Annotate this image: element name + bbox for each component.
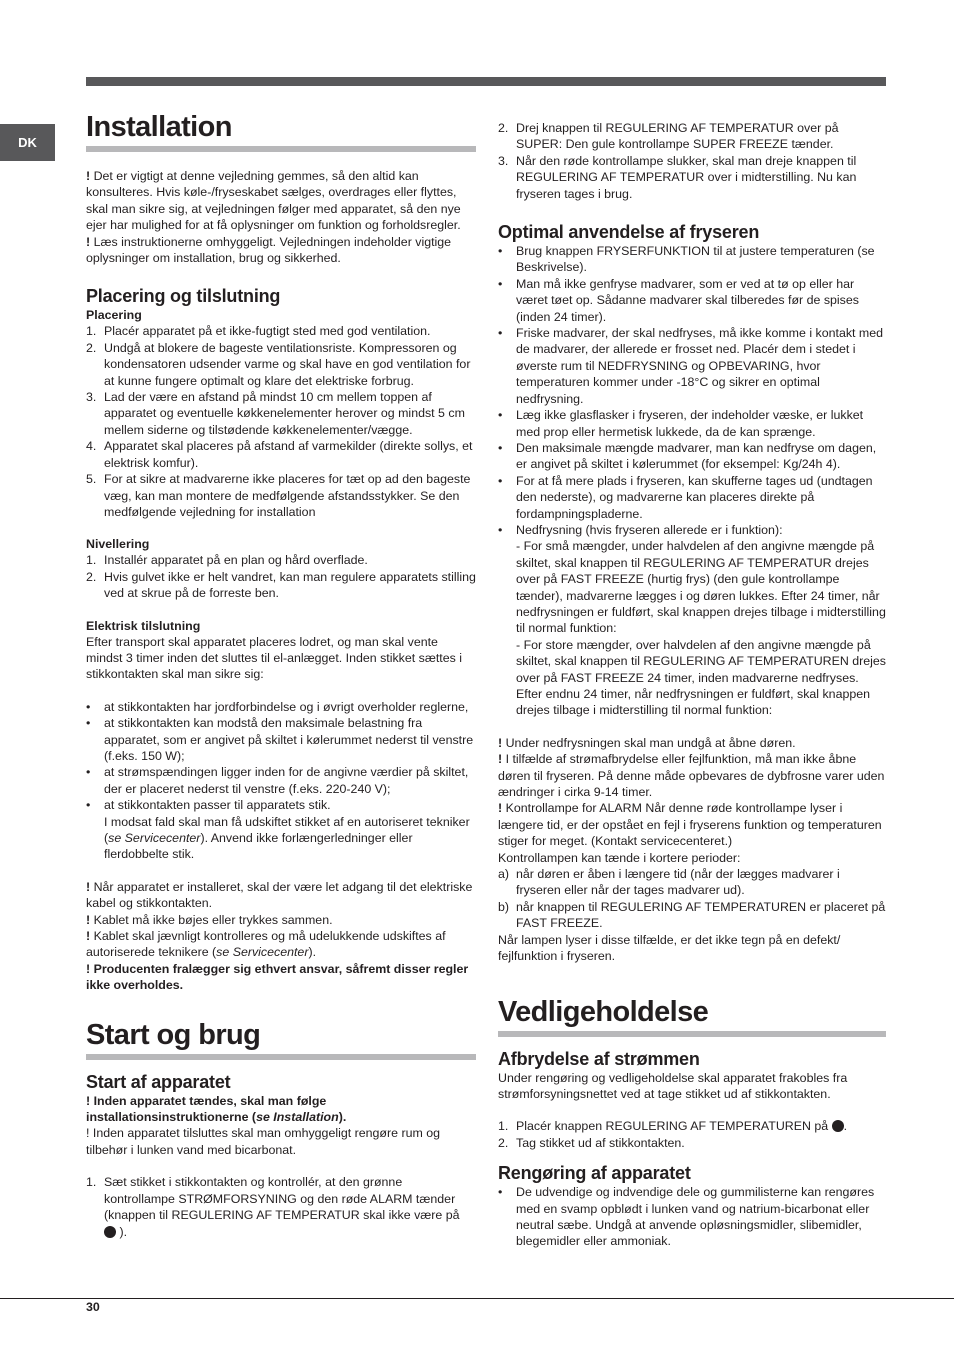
language-tab: DK bbox=[0, 124, 55, 161]
freeze-note-2: ! I tilfælde af strømafbrydelse eller fejlfunktion, må man ikke åbne døren til fryseren. På denne måde opbevares de dybfrosne varer uden ændringer i cirka 9-14 timer. bbox=[498, 752, 885, 800]
left-column bbox=[86, 110, 476, 1240]
intro-paragraph-2: ! Læs instruktionerne omhyggeligt. Vejledningen indeholder vigtige oplysninger om installation, brug og sikkerhed. bbox=[86, 234, 452, 266]
rengoring-bullets bbox=[498, 1184, 886, 1250]
list-item: • De udvendige og indvendige dele og gummilisterne kan rengøres med en svamp opblødt i lunken vand og natrium-bicarbonat eller neutral sæbe. Undgå at anvende opløsningsmidler, slibemidler, blegemidler eller ammoniak. bbox=[498, 1185, 875, 1249]
list-item: • Brug knappen FRYSERFUNKTION til at justere temperaturen (se Beskrivelse). bbox=[498, 244, 875, 275]
list-item: 1. Installér apparatet på en plan og hård overflade. bbox=[86, 553, 368, 568]
afbrydelse-heading: Afbrydelse af strømmen bbox=[498, 1048, 700, 1069]
list-item: 4. Apparatet skal placeres på afstand af varmekilder (direkte sollys, et elektrisk komfur). bbox=[86, 439, 473, 470]
list-item: 2. Tag stikket ud af stikkontakten. bbox=[498, 1135, 685, 1150]
elektrisk-bullets bbox=[86, 699, 476, 863]
list-item: 2. Undgå at blokere de bageste ventilationsriste. Kompressoren og kondensatoren udsender varme og skal have en god ventilation for at kunne fungere optimalt og klare det elektriske forbrug. bbox=[86, 340, 471, 388]
list-item: • Nedfrysning (hvis fryseren allerede er i funktion): - For små mængder, under halvdelen af den angivne mængde på skiltet, skal knappen til REGULERING AF TEMPERATUR drejes over på FAST FREEZE (hurtig frys) (den gule kontrollampe tænder), madvarerne lægges i og døren lukkes. Efter 24 timer, når nedfrysningen er fuldført, skal knappen drejes tilbage i midterstilling til normal funktion: - For store mængder, over halvdelen af den angivne mængde på skiltet, skal knappen til REGULERING AF TEMPERATUREN drejes over på FAST FREEZE 24 timer, inden madvarerne nedfryses. Efter endnu 24 timer, når nedfrysningen er fuldført, skal knappen drejes tilbage i midterstilling til normal funktion: bbox=[498, 522, 886, 718]
note-2: ! Kablet må ikke bøjes eller trykkes sammen. bbox=[86, 912, 333, 927]
placering-list bbox=[86, 323, 476, 520]
elektrisk-subheading: Elektrisk tilslutning bbox=[86, 618, 201, 633]
list-item: a) når døren er åben i længere tid (når der lægges madvarer i fryseren eller når der tages madvarer ud). bbox=[498, 867, 840, 898]
vedligeholdelse-title: Vedligeholdelse bbox=[498, 995, 886, 1037]
list-item: • Friske madvarer, der skal nedfryses, må ikke komme i kontakt med de madvarer, der allerede er frosset ned. Placér dem i stedet i øverste rum til NEDFRYSNING og OPBEVARING, hvor temperaturen kommer under -18°C og sikrer en optimal nedfrysning. bbox=[498, 326, 884, 406]
list-item: • Læg ikke glasflasker i fryseren, der indeholder væske, er lukket med prop eller hermetisk lukkede, da de kan sprænge. bbox=[498, 408, 864, 439]
note-3: ! Kablet skal jævnligt kontrolleres og må udelukkende udskiftes af autoriserede teknikere (se Servicecenter). bbox=[86, 929, 446, 960]
freeze-note-4: Kontrollampen kan tænde i kortere perioder: bbox=[498, 850, 741, 865]
freeze-note-1: ! Under nedfrysningen skal man undgå at åbne døren. bbox=[498, 735, 796, 750]
placering-heading: Placering og tilslutning bbox=[86, 286, 281, 307]
start-paragraph: ! Inden apparatet tilsluttes skal man omhyggeligt rengøre rum og tilbehør i lunken vand med bicarbonat. bbox=[86, 1126, 441, 1157]
list-item: b) når knappen til REGULERING AF TEMPERATUREN er placeret på FAST FREEZE. bbox=[498, 899, 886, 931]
right-column bbox=[498, 120, 886, 1250]
list-item: 1. Placér knappen REGULERING AF TEMPERATUREN på . bbox=[498, 1119, 848, 1134]
start-heading: Start af apparatet bbox=[86, 1071, 231, 1092]
start-list bbox=[86, 1174, 476, 1240]
note-4: ! Producenten fralægger sig ethvert ansvar, såfremt disser regler ikke overholdes. bbox=[86, 961, 469, 993]
list-item: • Den maksimale mængde madvarer, man kan nedfryse om dagen, er angivet på skiltet i kølerummet (for eksempel: Kg/24h 4). bbox=[498, 440, 877, 472]
list-item: 2. Hvis gulvet ikke er helt vandret, kan man regulere apparatets stilling ved at skrue på de forreste ben. bbox=[86, 569, 476, 601]
list-item: • For at få mere plads i fryseren, kan skufferne tages ud (undtagen den nederste), og madvarerne kan placeres direkte på fordampningspladerne. bbox=[498, 473, 873, 521]
intro-paragraph-1: ! Det er vigtigt at denne vejledning gemmes, så den altid kan konsulteres. Hvis køle-/fryseskabet sælges, overdrages eller flyttes, skal man sikre sig, at vejledningen følger med apparatet, så den nye ejer har mulighed for at få oplysninger om funktion og forholdsregler. bbox=[86, 169, 461, 233]
page-number: 30 bbox=[86, 1300, 100, 1314]
list-item: 5. For at sikre at madvarerne ikke placeres for tæt op ad den bageste væg, kan man montere de medfølgende afstandsstykker. Se den medfølgende vejledning for installation bbox=[86, 472, 471, 519]
top-rule bbox=[86, 77, 886, 86]
elektrisk-paragraph: Efter transport skal apparatet placeres lodret, og man skal vente mindst 3 timer inden det sluttes til el-anlægget. Inden stikket sættes i stikkontakten skal man sikre sig: bbox=[86, 634, 463, 682]
start-bold-note: ! Inden apparatet tændes, skal man følge installationsinstruktionerne (se Installation). bbox=[86, 1093, 347, 1125]
start-title: Start og brug bbox=[86, 1018, 476, 1060]
start-list-continued bbox=[498, 120, 886, 202]
knob-off-icon bbox=[104, 1226, 116, 1238]
placering-subheading: Placering bbox=[86, 308, 142, 323]
list-item: 1. Placér apparatet på et ikke-fugtigt sted med god ventilation. bbox=[86, 324, 431, 339]
list-item: • Man må ikke genfryse madvarer, som er ved at tø op eller har været tøet op. Sådanne madvarer skal tilberedes før de spises (inden 24 timer). bbox=[498, 276, 859, 324]
list-item: • at stikkontakten kan modstå den maksimale belastning fra apparatet, som er angivet på skiltet i kølerummet nederst til venstre (f.eks. 150 W); bbox=[86, 716, 474, 763]
nivellering-subheading: Nivellering bbox=[86, 537, 150, 552]
nivellering-list bbox=[86, 552, 476, 601]
optimal-bullets bbox=[498, 243, 886, 719]
installation-title: Installation bbox=[86, 110, 476, 152]
list-item: 2. Drej knappen til REGULERING AF TEMPERATUR over på SUPER: Den gule kontrollampe SUPER FREEZE tænder. bbox=[498, 121, 839, 152]
list-item: 1. Sæt stikket i stikkontakten og kontrollér, at den grønne kontrollampe STRØMFORSYNING og den røde ALARM tænder (knappen til REGULERING AF TEMPERATUR skal ikke være på ). bbox=[86, 1175, 460, 1239]
footer-rule bbox=[0, 1298, 954, 1299]
freeze-closing: Når lampen lyser i disse tilfælde, er det ikke tegn på en defekt/ fejlfunktion i fryseren. bbox=[498, 932, 841, 964]
rengoring-heading: Rengøring af apparatet bbox=[498, 1163, 691, 1184]
alarm-cases-list bbox=[498, 866, 886, 932]
optimal-heading: Optimal anvendelse af fryseren bbox=[498, 222, 760, 243]
list-item: • at strømspændingen ligger inden for de angivne værdier på skiltet, der er placeret nederst til venstre (f.eks. 220-240 V); bbox=[86, 765, 469, 796]
knob-off-icon bbox=[832, 1120, 844, 1132]
note-1: ! Når apparatet er installeret, skal der være let adgang til det elektriske kabel og stikkontakten. bbox=[86, 879, 473, 911]
list-item: • at stikkontakten har jordforbindelse og i øvrigt overholder reglerne, bbox=[86, 699, 469, 714]
freeze-note-3: ! Kontrollampe for ALARM Når denne røde kontrollampe lyser i længere tid, er der opstået en fejl i fryserens funktion og temperaturen stiger for meget. (Kontakt servicecenteret.) bbox=[498, 801, 882, 849]
list-item: 3. Når den røde kontrollampe slukker, skal man dreje knappen til REGULERING AF TEMPERATUR over i midterstilling. Nu kan fryseren tages i brug. bbox=[498, 153, 857, 201]
afbrydelse-list bbox=[498, 1118, 886, 1151]
afbrydelse-paragraph: Under rengøring og vedligeholdelse skal apparatet frakobles fra strømforsyningsnettet ved at tage stikket ud af stikkontakten. bbox=[498, 1070, 848, 1101]
list-item: • at stikkontakten passer til apparatets stik. I modsat fald skal man få udskiftet stikket af en autoriseret tekniker (se Servicecenter). Anvend ikke forlængerledninger eller flerdobbelte stik. bbox=[86, 798, 470, 862]
list-item: 3. Lad der være en afstand på mindst 10 cm mellem toppen af apparatet og eventuelle køkkenelementer herover og mindst 5 cm mellem siderne og tilstødende køkkenelementer/vægge. bbox=[86, 390, 465, 437]
